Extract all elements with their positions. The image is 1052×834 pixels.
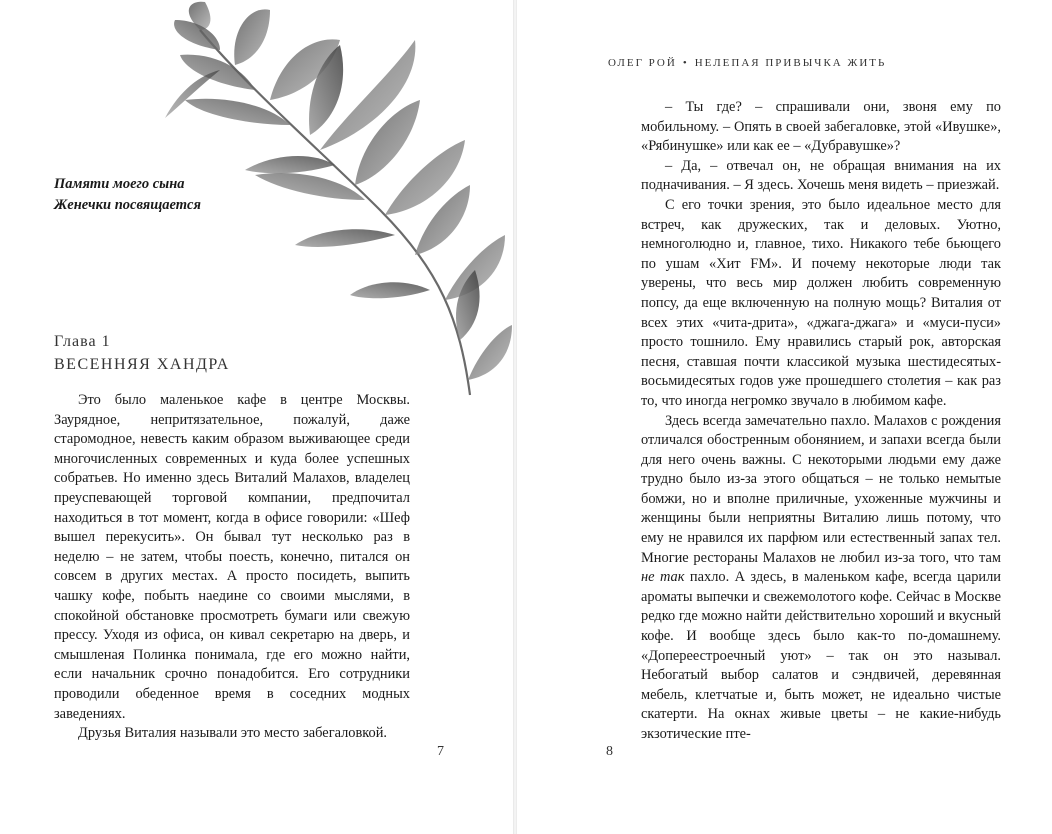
leaf-3 (234, 9, 270, 65)
chapter-title: ВЕСЕННЯЯ ХАНДРА (54, 356, 230, 373)
right-body-text (641, 98, 1001, 745)
left-body-text (54, 391, 410, 744)
leaf-9 (245, 156, 335, 173)
leaf-13 (295, 229, 395, 247)
paragraph: – Ты где? – спрашивали они, звоня ему по мобильному. – Опять в своей забегаловке, этой «Ивушке», «Рябинушке» или как ее – «Дубравушке»? (641, 99, 1001, 155)
paragraph: Это было маленькое кафе в центре Москвы. Заурядное, непритязательное, пожалуй, даже старомодное, невесть каким образом выживающее среди многочисленных современных и куда более успешных собратьев. Но именно здесь Виталий Малахов, владелец преуспевающей торговой компании, предпочитал находиться в тот момент, когда в офисе говорили: «Шеф вышел перекусить». Он бывал тут несколько раз в неделю – не затем, чтобы поесть, конечно, питался он совсем в других местах. А просто посидеть, выпить чашку кофе, побыть наедине со своими мыслями, в спокойной обстановке просмотреть бумаги или свежую прессу. Уходя из офиса, он кивал секретарю на дверь, и смышленая Полинка понимала, где его можно найти, если начальник срочно понадобится. Его сотрудники проводили обеденное время в соседних модных заведениях. (54, 392, 410, 722)
running-head-title: НЕЛЕПАЯ ПРИВЫЧКА ЖИТЬ (694, 57, 887, 69)
right-page (517, 0, 1052, 834)
paragraph-part: Здесь всегда замечательно пахло. Малахов с рождения отличался обостренным обонянием, и запахи всегда были для него очень важны. С некоторыми людьми ему даже трудно было из-за этого общаться – не только немытые бомжи, но и вполне приличные, ухоженные мужчины и женщины были неприятны Виталию лишь потому, что ему не нравился их парфюм или естественный запах тел. Многие рестораны Малахов не любил из-за того, что там (641, 412, 1001, 566)
page-number-right: 8 (606, 744, 613, 759)
page-number-left: 7 (437, 744, 444, 759)
paragraph-part: пахло. А здесь, в маленьком кафе, всегда царили ароматы выпечки и свежемолотого кофе. Сейчас в Москве редко где можно найти действительно хороший и вкусный кофе. И вообще здесь было как-то по-домашнему. «Допереестроечный уют» – так он это называл. Небогатый выбор салатов и сэндвичей, деревянная мебель, клетчатые и, быть может, не идеально чистые скатерти. На окнах живые цветы – не какие-нибудь экзотические пте- (641, 569, 1001, 742)
dedication (54, 174, 294, 216)
paragraph: С его точки зрения, это было идеальное место для встреч, как дружеских, так и деловых. Уютно, немноголюдно и, главное, тихо. Никакого тебе бьющего по ушам «Хит FM». И почему некоторые люди так уверены, что весь мир должен любить современную попсу, да еще включенную на полную мощь? Виталия от всех этих «чита-дрита», «джага-джага» и «муси-пуси» просто тошнило. Ему нравились старый рок, авторская песня, ставшая почти классикой музыка шестидесятых-восьмидесятых годов уже прошедшего столетия – как раз то, что иногда негромко звучало в любимом кафе. (641, 196, 1001, 409)
running-head (608, 57, 908, 69)
paragraph: – Да, – отвечал он, не обращая внимания на их подначивания. – Я здесь. Хочешь меня видеть – приезжай. (641, 157, 1001, 194)
leaf-2 (174, 20, 220, 50)
italic-emphasis: не так (641, 569, 685, 586)
running-head-separator: • (682, 57, 689, 69)
leaf-15 (350, 282, 430, 298)
leaf-6 (185, 99, 290, 125)
leaf-18 (468, 325, 512, 380)
chapter-number: Глава 1 (54, 333, 111, 350)
dedication-line-1: Памяти моего сына (54, 176, 185, 192)
running-head-author: ОЛЕГ РОЙ (608, 57, 677, 69)
paragraph (641, 412, 1001, 745)
dedication-line-2: Женечки посвящается (54, 197, 201, 213)
left-page (0, 0, 515, 834)
paragraph: Друзья Виталия называли это место забегаловкой. (78, 725, 388, 742)
